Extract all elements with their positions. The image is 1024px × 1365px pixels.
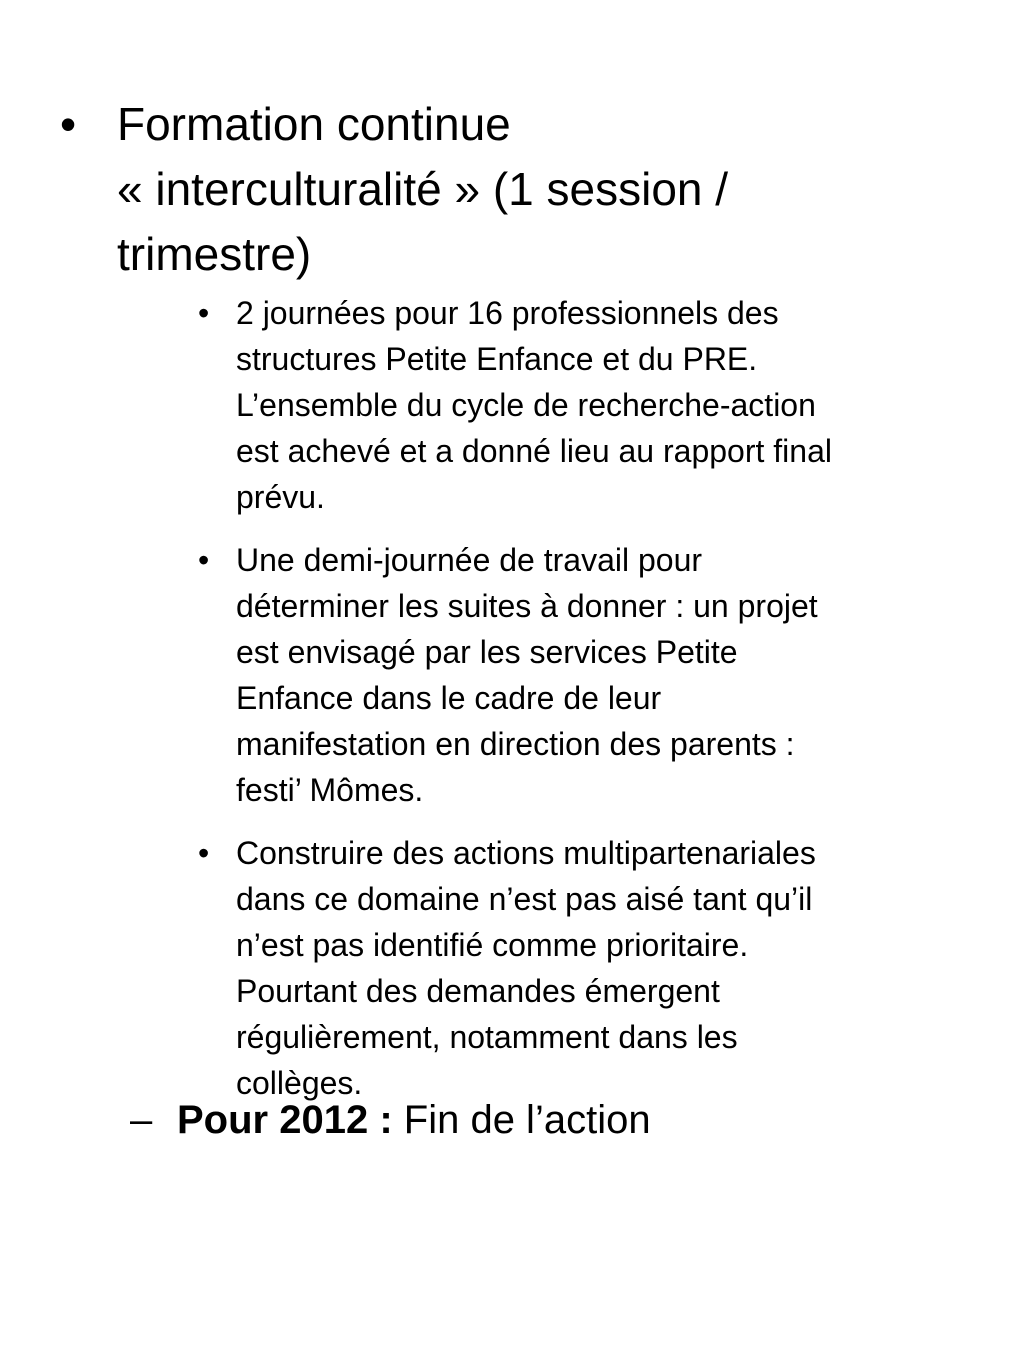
dash-bullet-text	[177, 1092, 930, 1148]
sub-bullet-text: 2 journées pour 16 professionnels des structures Petite Enfance et du PRE. L’ensemble du cycle de recherche-action est achevé et a donné lieu au rapport final prévu.	[236, 295, 832, 515]
sub-bullet-item	[198, 830, 998, 1106]
bullet-icon: •	[198, 835, 210, 871]
main-bullet-item	[60, 92, 960, 287]
dash-bullet-item	[130, 1092, 930, 1148]
dash-icon: –	[130, 1098, 153, 1142]
main-bullet-text: Formation continue « interculturalité » (1 session / trimestre)	[117, 98, 729, 280]
dash-label: Fin de l’action	[392, 1098, 651, 1142]
sub-bullet-item	[198, 537, 998, 813]
dash-bold-label: Pour 2012 :	[177, 1098, 393, 1142]
bullet-icon: •	[198, 295, 210, 331]
bullet-icon: •	[60, 98, 77, 150]
bullet-icon: •	[198, 542, 210, 578]
sub-bullet-item	[198, 290, 998, 520]
sub-bullet-list	[198, 290, 998, 1123]
sub-bullet-text: Construire des actions multipartenariales dans ce domaine n’est pas aisé tant qu’il n’est pas identifié comme prioritaire. Pourtant des demandes émergent régulièrement, notamment dans les collèges.	[236, 835, 816, 1101]
sub-bullet-text: Une demi-journée de travail pour déterminer les suites à donner : un projet est envisagé par les services Petite Enfance dans le cadre de leur manifestation en direction des parents : festi’ Mômes.	[236, 542, 818, 808]
